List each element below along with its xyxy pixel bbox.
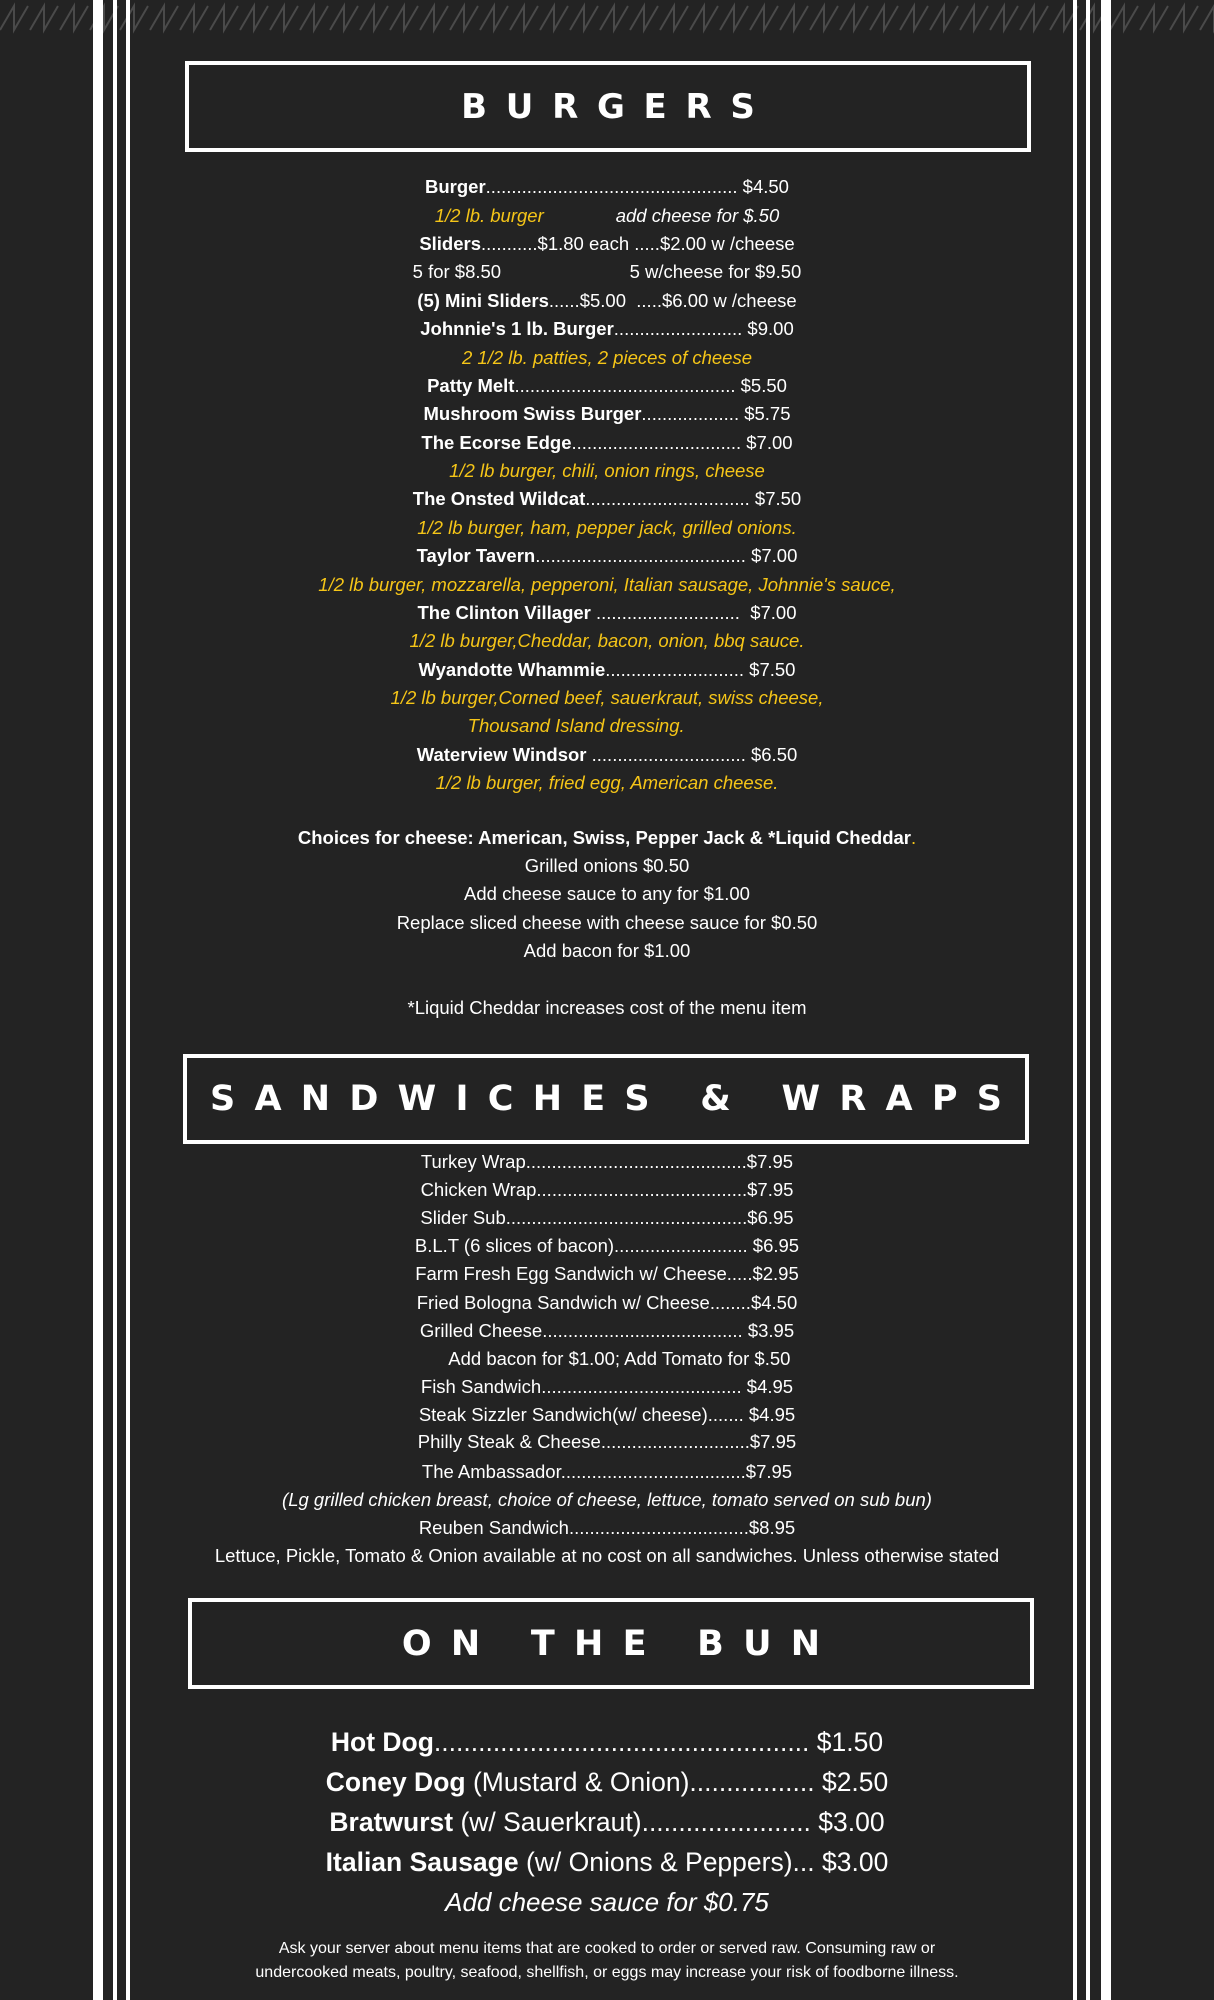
- stripe-right-middle: [1086, 0, 1090, 2000]
- menu-line-wyandotte-whammie: [150, 656, 1064, 684]
- menu-line-sliders-deal: [150, 258, 1064, 286]
- menu-text: Taylor Tavern: [416, 545, 536, 566]
- menu-text: (Lg grilled chicken breast, choice of cheese, lettuce, tomato served on sub bun): [282, 1489, 932, 1510]
- menu-text: Burger: [425, 176, 486, 197]
- menu-text: .............................. $6.50: [586, 744, 798, 765]
- menu-text: 1/2 lb burger, fried egg, American cheese.: [435, 772, 779, 793]
- menu-line-blt: [150, 1232, 1064, 1260]
- menu-line-clinton-desc: [150, 627, 1064, 655]
- menu-text: ........................................... $5.50: [514, 375, 787, 396]
- menu-line-grilled-cheese-addons: [150, 1345, 1064, 1373]
- section-header-bun: ON THE BUN: [188, 1598, 1034, 1689]
- menu-line-coney-dog: [150, 1762, 1064, 1802]
- menu-text: .: [910, 827, 917, 848]
- menu-line-johnnies-desc: [150, 344, 1064, 372]
- menu-line-grilled-onions: [150, 852, 1064, 880]
- menu-line-ambassador-desc: [150, 1486, 1064, 1514]
- menu-text: ...........$1.80 each .....$2.00 w /cheese: [481, 233, 795, 254]
- menu-text: Add bacon for $1.00: [523, 940, 691, 961]
- menu-line-replace-cheese: [150, 909, 1064, 937]
- menu-line-fish-sandwich: [150, 1373, 1064, 1401]
- menu-text: Johnnie's 1 lb. Burger: [420, 318, 614, 339]
- menu-text: Turkey Wrap...........................................$7.95: [420, 1151, 794, 1172]
- menu-text: Patty Melt: [427, 375, 515, 396]
- stripe-left-inner: [126, 0, 130, 2000]
- menu-line-philly-steak: [150, 1428, 1064, 1456]
- menu-text: Slider Sub...............................................$6.95: [420, 1207, 794, 1228]
- menu-text: 1/2 lb. burger: [434, 205, 544, 226]
- menu-line-wyandotte-desc-2: [150, 712, 1064, 740]
- menu-text: (w/ Sauerkraut)....................... $3.00: [453, 1807, 885, 1837]
- menu-text: B.L.T (6 slices of bacon).......................... $6.95: [414, 1235, 800, 1256]
- menu-text: Replace sliced cheese with cheese sauce for $0.50: [396, 912, 818, 933]
- menu-line-reuben: [150, 1514, 1064, 1542]
- menu-line-burger-desc: [150, 202, 1064, 230]
- menu-line-raw-warning-1: [150, 1937, 1064, 1961]
- menu-text: The Clinton Villager: [417, 602, 591, 623]
- menu-line-sandwich-note: [140, 1542, 1074, 1570]
- menu-text: ........................... $7.50: [605, 659, 796, 680]
- menu-text: add cheese for $.50: [543, 205, 780, 226]
- menu-text: The Ecorse Edge: [421, 432, 572, 453]
- menu-text: Ask your server about menu items that are cooked to order or served raw. Consuming raw or: [278, 1940, 936, 1957]
- menu-text: ............................ $7.00: [590, 602, 797, 623]
- menu-line-bun-cheese-sauce: [150, 1882, 1064, 1922]
- menu-text: Fried Bologna Sandwich w/ Cheese........$4.50: [416, 1292, 798, 1313]
- menu-text: Lettuce, Pickle, Tomato & Onion available at no cost on all sandwiches. Unless otherwise stated: [214, 1545, 1000, 1566]
- section-header-burgers: BURGERS: [185, 61, 1031, 152]
- menu-line-raw-warning-2: [150, 1961, 1064, 1985]
- menu-text: Bratwurst: [329, 1807, 454, 1837]
- menu-text: (Mustard & Onion)................. $2.50: [465, 1767, 889, 1797]
- menu-line-wyandotte-desc-1: [150, 684, 1064, 712]
- menu-line-mini-sliders: [150, 287, 1064, 315]
- section-header-sandwiches: SANDWICHES & WRAPS: [183, 1054, 1029, 1144]
- menu-text: ................................. $7.00: [571, 432, 793, 453]
- menu-text: ......................................... $7.00: [535, 545, 798, 566]
- menu-text: Reuben Sandwich...................................$8.95: [418, 1517, 796, 1538]
- menu-line-taylor-tavern: [150, 542, 1064, 570]
- menu-text: Add cheese sauce to any for $1.00: [464, 883, 750, 904]
- menu-line-chicken-wrap: [150, 1176, 1064, 1204]
- menu-text: Grilled onions $0.50: [524, 855, 690, 876]
- menu-line-onsted-wildcat: [150, 485, 1064, 513]
- menu-text: ................................................... $1.50: [433, 1727, 884, 1757]
- menu-line-bologna-sandwich: [150, 1289, 1064, 1317]
- menu-text: The Onsted Wildcat: [412, 488, 586, 509]
- menu-text: Steak Sizzler Sandwich(w/ cheese)....... $4.95: [418, 1404, 796, 1425]
- menu-text: 1/2 lb burger, chili, onion rings, cheese: [449, 460, 765, 481]
- menu-line-johnnies-burger: [150, 315, 1064, 343]
- menu-line-burger: [150, 173, 1064, 201]
- menu-line-grilled-cheese: [150, 1317, 1064, 1345]
- menu-text: ................................ $7.50: [585, 488, 802, 509]
- stripe-left-middle: [113, 0, 117, 2000]
- menu-line-waterview-windsor: [150, 741, 1064, 769]
- menu-line-italian-sausage: [150, 1842, 1064, 1882]
- menu-text: *Liquid Cheddar increases cost of the menu item: [407, 997, 807, 1018]
- menu-text: Sliders: [419, 233, 482, 254]
- menu-line-clinton-villager: [150, 599, 1064, 627]
- menu-line-bratwurst: [150, 1802, 1064, 1842]
- menu-text: ......................... $9.00: [613, 318, 794, 339]
- menu-text: Add cheese sauce for $0.75: [445, 1887, 769, 1917]
- menu-text: 1/2 lb burger,Cheddar, bacon, onion, bbq sauce.: [409, 630, 805, 651]
- menu-line-ecorse-desc: [150, 457, 1064, 485]
- menu-line-hot-dog: [150, 1722, 1064, 1762]
- menu-text: undercooked meats, poultry, seafood, shellfish, or eggs may increase your risk of foodborne illness.: [255, 1964, 959, 1981]
- menu-line-slider-sub: [150, 1204, 1064, 1232]
- menu-text: Thousand Island dressing.: [467, 715, 747, 736]
- menu-text: ......$5.00 .....$6.00 w /cheese: [548, 290, 797, 311]
- menu-line-onsted-desc: [150, 514, 1064, 542]
- menu-line-add-bacon: [150, 937, 1064, 965]
- stripe-right-outer: [1101, 0, 1111, 2000]
- menu-line-waterview-desc: [150, 769, 1064, 797]
- menu-text: Farm Fresh Egg Sandwich w/ Cheese.....$2.95: [415, 1263, 799, 1284]
- menu-line-cheese-sauce: [150, 880, 1064, 908]
- menu-line-egg-sandwich: [150, 1260, 1064, 1288]
- menu-text: Italian Sausage: [325, 1847, 519, 1877]
- menu-text: 5 for $8.50 5 w/cheese for $9.50: [412, 261, 802, 282]
- menu-line-mushroom-swiss: [150, 400, 1064, 428]
- zigzag-border: [0, 0, 1214, 36]
- menu-text: Hot Dog: [330, 1727, 434, 1757]
- menu-text: Chicken Wrap.........................................$7.95: [420, 1179, 794, 1200]
- menu-line-steak-sizzler: [150, 1401, 1064, 1429]
- menu-text: Add bacon for $1.00; Add Tomato for $.50: [423, 1348, 791, 1369]
- menu-line-liquid-cheddar-note: [150, 994, 1064, 1022]
- menu-text: Philly Steak & Cheese.............................$7.95: [417, 1431, 797, 1452]
- menu-text: The Ambassador....................................$7.95: [421, 1461, 793, 1482]
- menu-line-turkey-wrap: [150, 1148, 1064, 1176]
- menu-text: Choices for cheese: American, Swiss, Pepper Jack & *Liquid Cheddar: [297, 827, 911, 848]
- menu-text: 1/2 lb burger, ham, pepper jack, grilled onions.: [417, 517, 797, 538]
- stripe-left-outer: [93, 0, 103, 2000]
- menu-line-cheese-choices: [150, 824, 1064, 852]
- menu-line-ambassador: [150, 1458, 1064, 1486]
- stripe-right-inner: [1073, 0, 1077, 2000]
- menu-text: Waterview Windsor: [416, 744, 587, 765]
- menu-text: ................... $5.75: [641, 403, 791, 424]
- menu-text: 2 1/2 lb. patties, 2 pieces of cheese: [461, 347, 753, 368]
- menu-text: (w/ Onions & Peppers)... $3.00: [518, 1847, 889, 1877]
- menu-line-taylor-desc: [150, 571, 1064, 599]
- menu-text: Mushroom Swiss Burger: [423, 403, 642, 424]
- menu-text: (5) Mini Sliders: [417, 290, 549, 311]
- menu-text: 1/2 lb burger, mozzarella, pepperoni, Italian sausage, Johnnie's sauce,: [318, 574, 896, 595]
- menu-text: Grilled Cheese....................................... $3.95: [419, 1320, 795, 1341]
- menu-line-patty-melt: [150, 372, 1064, 400]
- menu-text: Coney Dog: [325, 1767, 466, 1797]
- menu-text: 1/2 lb burger,Corned beef, sauerkraut, swiss cheese,: [390, 687, 824, 708]
- menu-line-ecorse-edge: [150, 429, 1064, 457]
- menu-text: Fish Sandwich....................................... $4.95: [420, 1376, 794, 1397]
- menu-line-sliders: [150, 230, 1064, 258]
- menu-text: Wyandotte Whammie: [418, 659, 606, 680]
- menu-text: ................................................. $4.50: [485, 176, 789, 197]
